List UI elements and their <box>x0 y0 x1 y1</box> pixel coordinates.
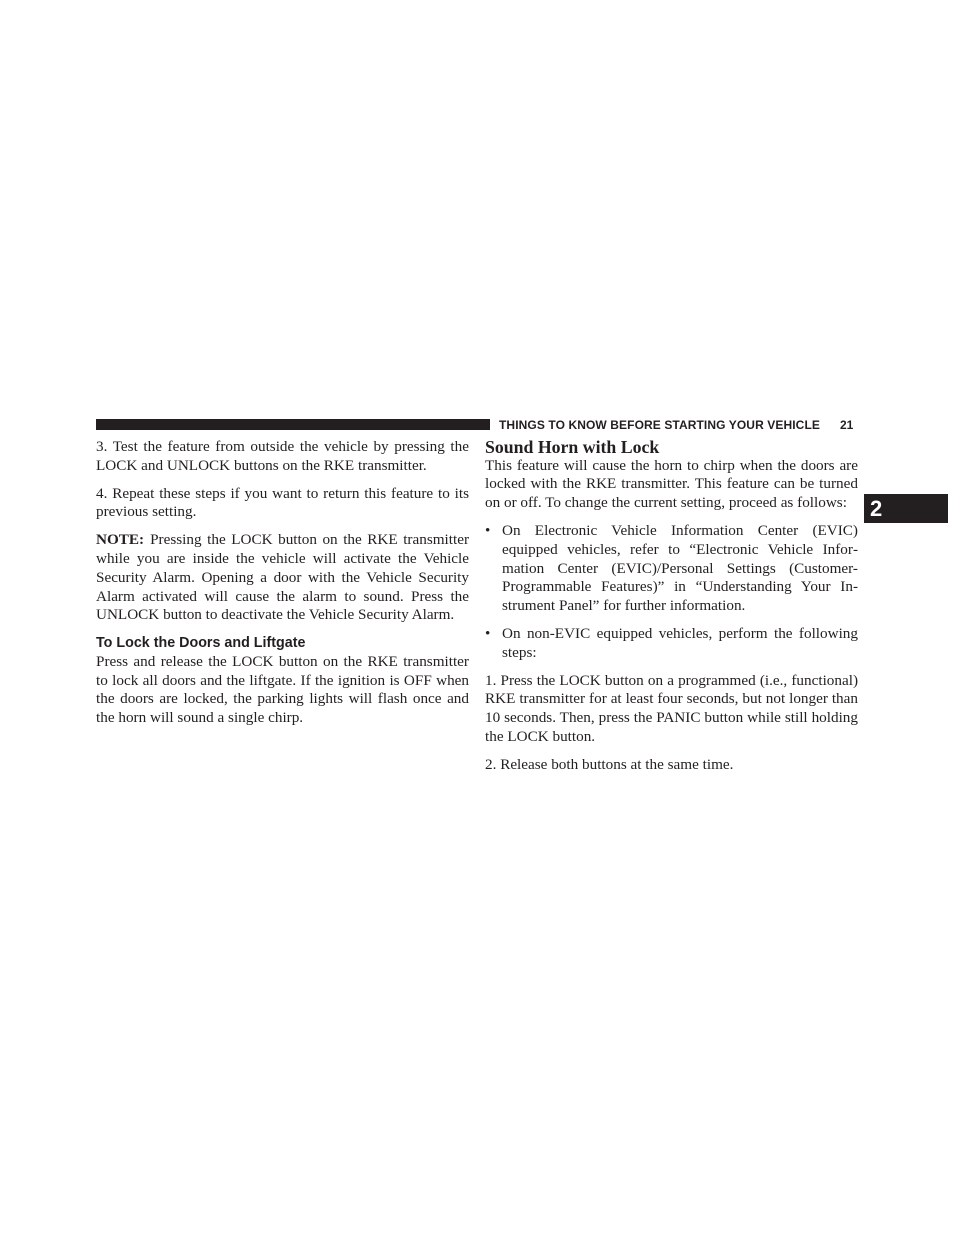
header-rule <box>96 419 490 430</box>
sound-horn-heading: Sound Horn with Lock <box>485 437 660 457</box>
left-column <box>96 438 469 737</box>
right-column <box>485 438 858 784</box>
step-4-paragraph: 4. Repeat these steps if you want to return this feature to its previous setting. <box>96 484 469 521</box>
bullet-dot-icon: • <box>485 624 491 642</box>
page-number: 21 <box>840 418 854 432</box>
bullet-non-evic <box>485 625 858 662</box>
step-1-paragraph: 1. Press the LOCK button on a programmed (i.e., functional) RKE transmitter for at least four seconds, but not longer than 10 seconds. Then, press the PANIC button while still holding the LOCK button. <box>485 671 858 745</box>
lock-doors-heading: To Lock the Doors and Liftgate <box>96 635 306 652</box>
step-2-paragraph: 2. Release both buttons at the same time. <box>485 755 734 773</box>
step-3-paragraph: 3. Test the feature from outside the vehicle by pressing the LOCK and UNLOCK buttons on the RKE transmitter. <box>96 438 469 474</box>
bullet-non-evic-text: On non-EVIC equipped vehicles, perform the following steps: <box>502 624 858 661</box>
bullet-evic <box>485 522 858 616</box>
bullet-evic-text: On Electronic Vehicle Information Center (EVIC) equipped vehicles, refer to “Electronic Vehicle Information Center (EVIC)/Personal Settings (Customer-Programmable Features)” in “Understanding Your Instrument Panel” for further information. <box>502 522 858 614</box>
bullet-dot-icon: • <box>485 522 491 540</box>
chapter-tab: 2 <box>864 494 948 523</box>
lock-doors-paragraph: Press and release the LOCK button on the RKE transmitter to lock all doors and the liftgate. If the ignition is OFF when the doors are locked, the parking lights will flash once and the horn will sound a single chirp. <box>96 652 469 727</box>
sound-horn-intro: This feature will cause the horn to chirp when the doors are locked with the RKE transmitter. This feature can be turned on or off. To change the current setting, proceed as follows: <box>485 456 858 512</box>
running-header-title: THINGS TO KNOW BEFORE STARTING YOUR VEHICLE <box>499 418 820 432</box>
note-text: Pressing the LOCK button on the RKE transmitter while you are inside the vehicle will activate the Vehicle Security Alarm. Opening a door with the Vehicle Security Alarm activated will cause the alarm to sound. Press the UNLOCK button to deactivate the Vehicle Security Alarm. <box>96 531 469 624</box>
note-paragraph <box>96 531 469 625</box>
note-label: NOTE: <box>96 531 145 549</box>
